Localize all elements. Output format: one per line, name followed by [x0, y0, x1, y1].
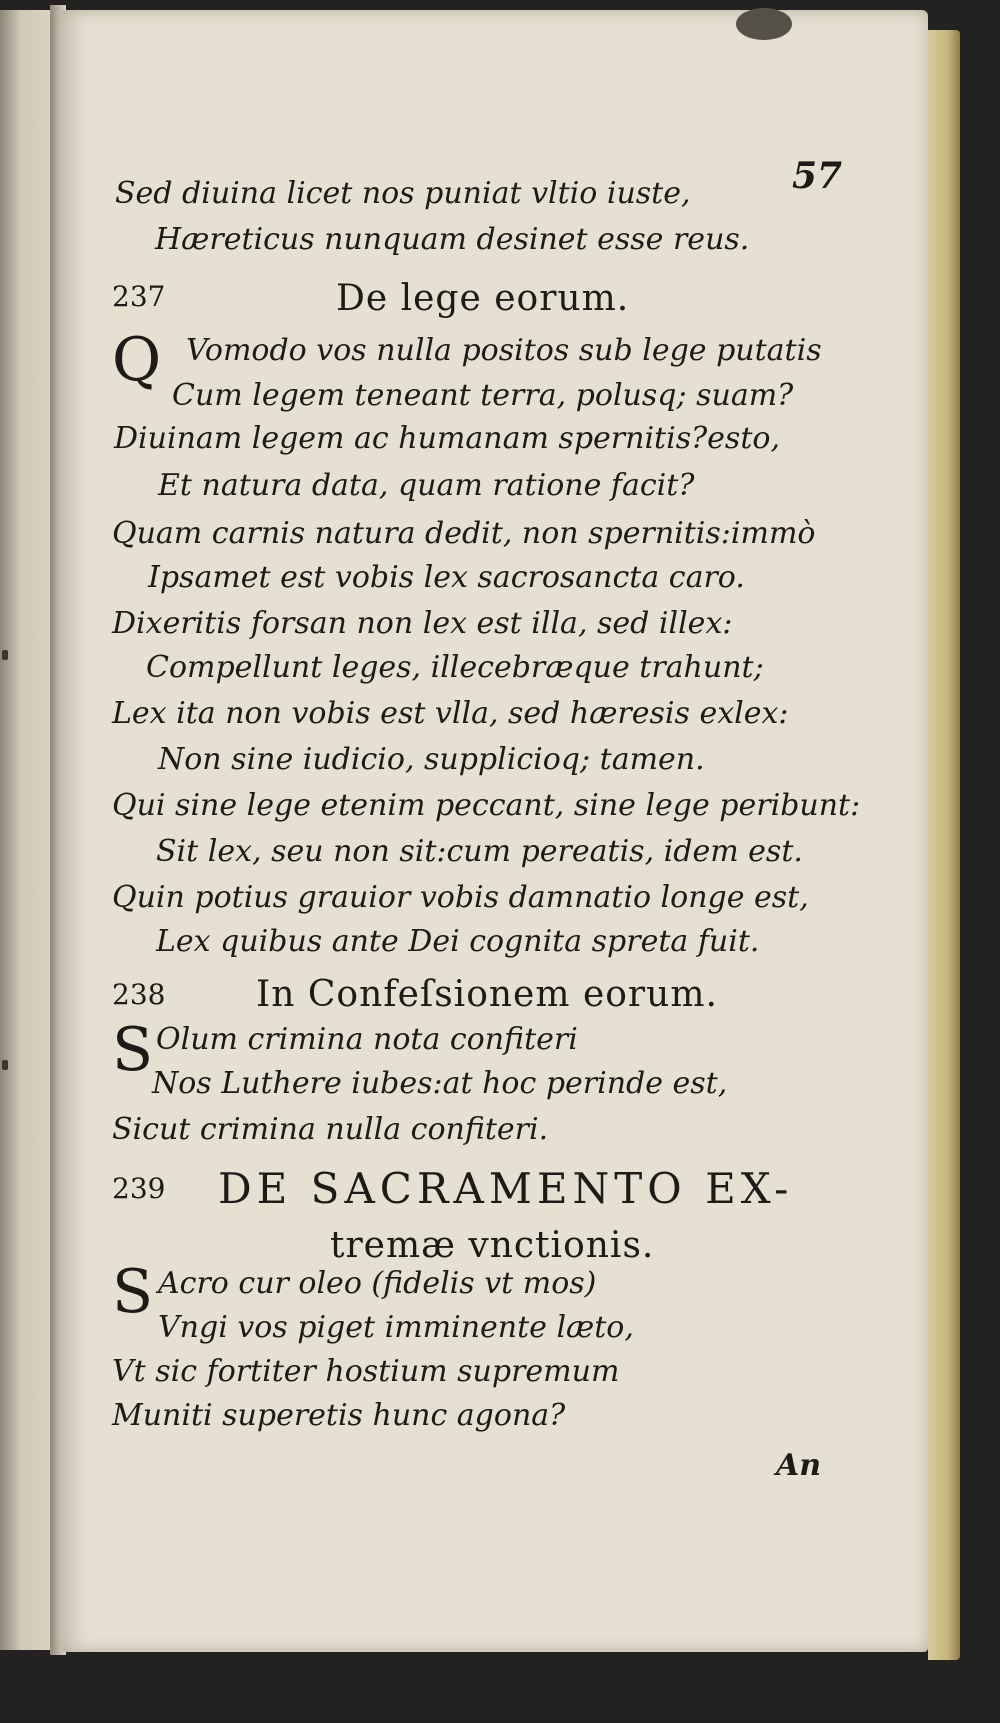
verse-line: Qui sine lege etenim peccant, sine lege peribunt: [112, 788, 861, 823]
verse-line: Diuinam legem ac humanam spernitis?esto, [114, 421, 780, 456]
epigram-heading-continued: tremæ vnctionis. [330, 1225, 655, 1266]
epigram-heading: DE SACRAMENTO EX- [218, 1164, 794, 1213]
verse-line: Quin potius grauior vobis damnatio longe est, [112, 880, 809, 915]
verse-line: Compellunt leges, illecebræque trahunt; [146, 650, 764, 685]
verse-line: Quam carnis natura dedit, non spernitis:immò [112, 516, 816, 551]
epigram-number: 238 [112, 978, 166, 1011]
drop-initial: S [112, 1015, 154, 1085]
epigram-number: 237 [112, 280, 166, 313]
drop-initial: S [112, 1257, 154, 1327]
verse-line: Nos Luthere iubes:at hoc perinde est, [152, 1066, 728, 1101]
verse-line: Lex ita non vobis est vlla, sed hæresis exlex: [112, 696, 789, 731]
verse-line: Non sine iudicio, supplicioq; tamen. [158, 742, 705, 777]
verse-line: Hæreticus nunquam desinet esse reus. [155, 222, 750, 257]
verse-line: Olum crimina nota confiteri [156, 1022, 578, 1057]
verse-line: Vngi vos piget imminente læto, [158, 1310, 634, 1345]
drop-initial: Q [112, 325, 162, 395]
epigram-number: 239 [112, 1172, 166, 1205]
verse-line: Vomodo vos nulla positos sub lege putatis [186, 333, 822, 368]
verse-line: Ipsamet est vobis lex sacrosancta caro. [148, 560, 745, 595]
verse-line: Sed diuina licet nos puniat vltio iuste, [115, 176, 691, 211]
verse-line: Dixeritis forsan non lex est illa, sed illex: [112, 606, 733, 641]
verse-line: Acro cur oleo (fidelis vt mos) [158, 1266, 597, 1301]
verse-line: Muniti superetis hunc agona? [112, 1398, 566, 1433]
epigram-heading: In Confeſsionem eorum. [256, 974, 718, 1015]
epigram-heading: De lege eorum. [336, 278, 630, 319]
verse-line: Lex quibus ante Dei cognita spreta fuit. [156, 924, 760, 959]
verse-line: Sit lex, seu non sit:cum pereatis, idem est. [156, 834, 803, 869]
verse-line: Vt sic fortiter hostium supremum [112, 1354, 620, 1389]
catchword: An [776, 1448, 822, 1483]
verse-line: Cum legem teneant terra, polusq; suam? [172, 378, 794, 413]
verse-line: Et natura data, quam ratione facit? [158, 468, 695, 503]
verse-line: Sicut crimina nulla confiteri. [112, 1112, 549, 1147]
folio-number: 57 [792, 155, 843, 197]
